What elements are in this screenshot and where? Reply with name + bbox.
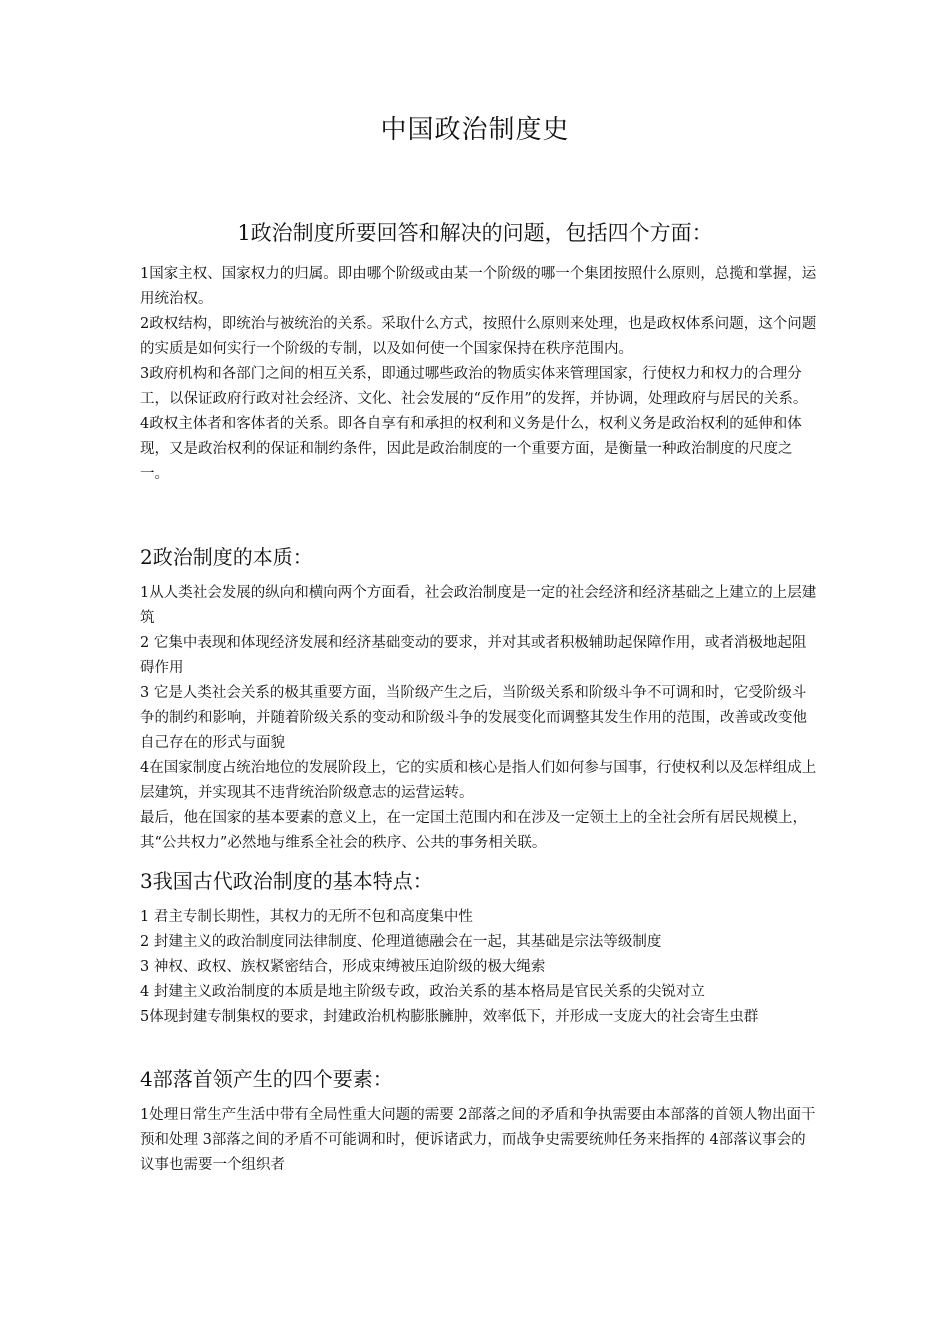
section-2-paragraph-1: 1从人类社会发展的纵向和横向两个方面看，社会政治制度是一定的社会经济和经济基础之上建立的上层建筑 bbox=[140, 585, 817, 626]
section-2-body bbox=[140, 581, 820, 856]
section-1-paragraph-3: 3政府机构和各部门之间的相互关系，即通过哪些政治的物质实体来管理国家，行使权力和权力的合理分工，以保证政府行政对社会经济、文化、社会发展的“反作用”的发挥，并协调，处理政府与居民的关系。 bbox=[140, 366, 808, 407]
section-2-paragraph-4: 4在国家制度占统治地位的发展阶段上，它的实质和核心是指人们如何参与国事，行使权利以及怎样组成上层建筑，并实现其不违背统治阶级意志的运营运转。 bbox=[140, 760, 817, 801]
section-2 bbox=[140, 542, 820, 572]
section-3-paragraph-4: 4 封建主义政治制度的本质是地主阶级专政，政治关系的基本格局是官民关系的尖锐对立 bbox=[140, 984, 705, 1000]
section-3-paragraph-1: 1 君主专制长期性，其权力的无所不包和高度集中性 bbox=[140, 909, 473, 925]
section-2-paragraph-2: 2 它集中表现和体现经济发展和经济基础变动的要求，并对其或者积极辅助起保障作用，或者消极地起阻碍作用 bbox=[140, 635, 807, 676]
section-3-heading: 3我国古代政治制度的基本特点： bbox=[140, 869, 433, 893]
section-3 bbox=[140, 866, 820, 896]
section-2-heading: 2政治制度的本质： bbox=[140, 545, 313, 569]
section-4 bbox=[140, 1064, 820, 1094]
document-title: 中国政治制度史 bbox=[380, 115, 570, 145]
section-1-body bbox=[140, 262, 820, 487]
section-4-body bbox=[140, 1103, 820, 1178]
section-3-paragraph-5: 5体现封建专制集权的要求，封建政治机构膨胀臃肿，效率低下，并形成一支庞大的社会寄生虫群 bbox=[140, 1009, 759, 1025]
section-1-heading: 1政治制度所要回答和解决的问题，包括四个方面： bbox=[237, 221, 713, 245]
section-3-paragraph-3: 3 神权、政权、族权紧密结合，形成束缚被压迫阶级的极大绳索 bbox=[140, 959, 546, 975]
section-3-body bbox=[140, 905, 820, 1030]
section-1-paragraph-4: 4政权主体者和客体者的关系。即各自享有和承担的权利和义务是什么，权利义务是政治权利的延伸和体现，又是政治权利的保证和制约条件，因此是政治制度的一个重要方面，是衡量一种政治制度的尺度之一。 bbox=[140, 416, 802, 482]
section-2-paragraph-5: 最后，他在国家的基本要素的意义上，在一定国土范围内和在涉及一定领土上的全社会所有居民规模上，其“公共权力”必然地与维系全社会的秩序、公共的事务相关联。 bbox=[140, 810, 807, 851]
section-1-paragraph-1: 1国家主权、国家权力的归属。即由哪个阶级或由某一个阶级的哪一个集团按照什么原则，总揽和掌握，运用统治权。 bbox=[140, 266, 817, 307]
section-1-paragraph-2: 2政权结构，即统治与被统治的关系。采取什么方式，按照什么原则来处理，也是政权体系问题，这个问题的实质是如何实行一个阶级的专制，以及如何使一个国家保持在秩序范围内。 bbox=[140, 316, 817, 357]
section-2-paragraph-3: 3 它是人类社会关系的极其重要方面，当阶级产生之后，当阶级关系和阶级斗争不可调和时，它受阶级斗争的制约和影响，并随着阶级关系的变动和阶级斗争的发展变化而调整其发生作用的范围，改善或改变他自己存在的形式与面貌 bbox=[140, 685, 807, 751]
section-4-heading: 4部落首领产生的四个要素： bbox=[140, 1067, 393, 1091]
section-3-paragraph-2: 2 封建主义的政治制度同法律制度、伦理道德融会在一起，其基础是宗法等级制度 bbox=[140, 934, 662, 950]
section-4-paragraph-1: 1处理日常生产生活中带有全局性重大问题的需要 2部落之间的矛盾和争执需要由本部落的首领人物出面干预和处理 3部落之间的矛盾不可能调和时，便诉诸武力，而战争史需要统帅任务来指挥的 4部落议事会的议事也需要一个组织者 bbox=[140, 1107, 816, 1173]
